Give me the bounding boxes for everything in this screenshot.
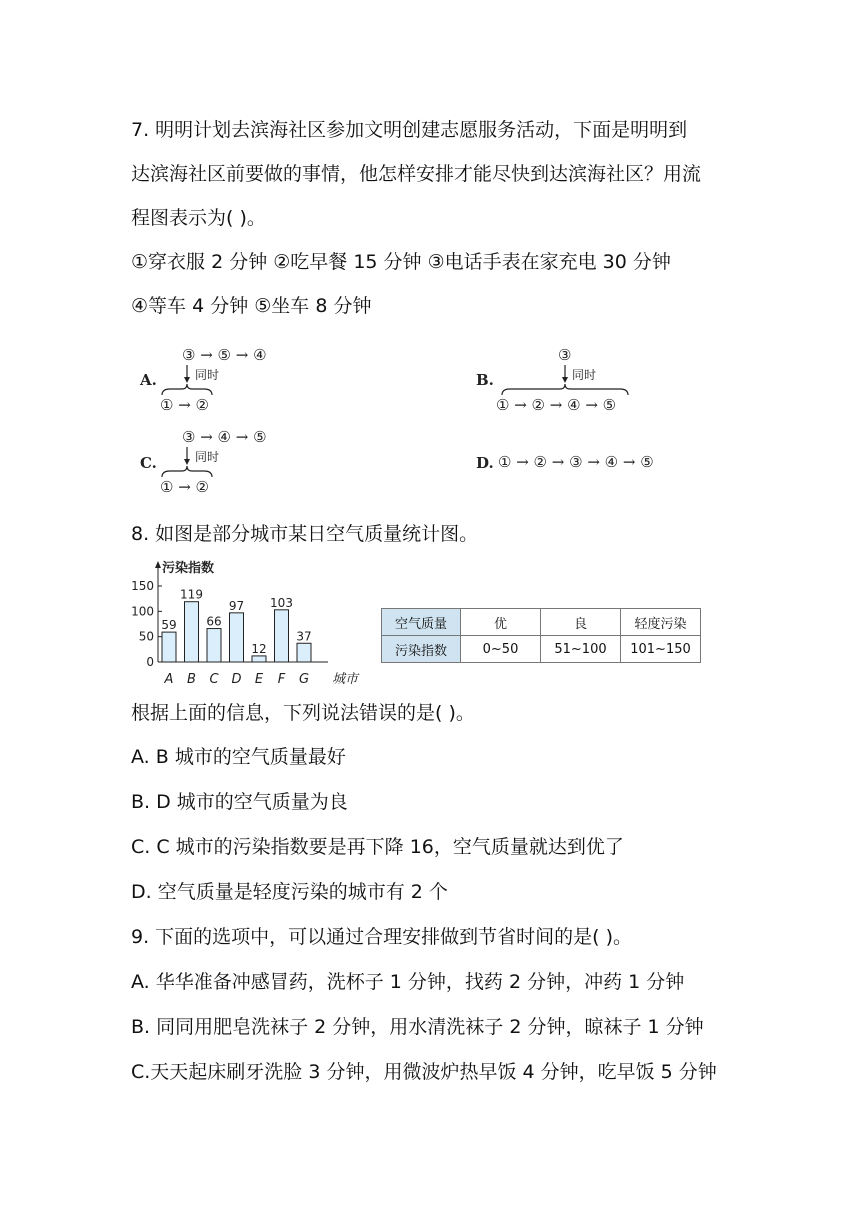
- y-tick-label: 150: [131, 579, 154, 593]
- data-label: 103: [270, 595, 293, 610]
- q7-tasks-line-1: ①穿衣服 2 分钟 ②吃早餐 15 分钟 ③电话手表在家充电 30 分钟: [131, 251, 671, 273]
- table-row: [382, 636, 701, 663]
- q7-option-d-sequence: ① → ② → ③ → ④ → ⑤: [498, 453, 654, 471]
- q7-text-line-3: 程图表示为( )。: [131, 207, 266, 229]
- table-cell: 良: [541, 609, 621, 636]
- table-cell: 101~150: [621, 636, 701, 663]
- data-label: 119: [180, 587, 203, 602]
- x-tick-label: B: [187, 672, 196, 687]
- q7-option-b-bottom: ① → ② → ④ → ⑤: [496, 396, 617, 414]
- x-tick-label: C: [209, 672, 219, 687]
- q8-option-b: B. D 城市的空气质量为良: [131, 791, 348, 813]
- bar: [275, 610, 289, 662]
- q7-option-c-bottom: ① → ②: [160, 478, 209, 496]
- y-tick-label: 100: [131, 604, 154, 619]
- q7-option-a-bottom: ① → ②: [160, 396, 209, 414]
- q7-option-b-note: 同时: [572, 368, 597, 382]
- y-tick-label: 0: [146, 655, 154, 669]
- q8-question: 根据上面的信息，下列说法错误的是( )。: [131, 702, 475, 724]
- data-label: 37: [296, 629, 312, 644]
- bar: [230, 613, 244, 662]
- x-tick-label: E: [254, 672, 264, 687]
- q7-option-a-top: ③ → ⑤ → ④: [182, 346, 267, 364]
- q8-option-a: A. B 城市的空气质量最好: [131, 746, 346, 768]
- q7-option-a-note: 同时: [195, 368, 220, 382]
- bar: [252, 656, 266, 662]
- bar: [207, 629, 221, 662]
- q9-option-a: A. 华华准备冲感冒药，洗杯子 1 分钟，找药 2 分钟，冲药 1 分钟: [131, 971, 685, 993]
- q7-option-b-label: B.: [476, 371, 494, 389]
- q8-option-c: C. C 城市的污染指数要是再下降 16，空气质量就达到优了: [131, 836, 624, 858]
- x-tick-label: A: [164, 672, 174, 687]
- table-cell: 优: [461, 609, 541, 636]
- air-quality-table: [381, 608, 701, 663]
- q7-text-line-2: 达滨海社区前要做的事情，他怎样安排才能尽快到达滨海社区？用流: [131, 163, 702, 185]
- data-label: 97: [228, 598, 245, 613]
- bar: [162, 632, 176, 662]
- q7-option-d-label: D.: [476, 454, 494, 472]
- table-cell: 污染指数: [382, 636, 461, 663]
- data-label: 66: [206, 614, 222, 629]
- table-cell: 0~50: [461, 636, 541, 663]
- bar: [297, 643, 311, 662]
- q7-option-c-top: ③ → ④ → ⑤: [182, 428, 267, 446]
- q7-tasks-line-2: ④等车 4 分钟 ⑤坐车 8 分钟: [131, 295, 372, 317]
- table-cell: 轻度污染: [621, 609, 701, 636]
- table-cell: 51~100: [541, 636, 621, 663]
- x-tick-label: F: [277, 672, 286, 687]
- table-row: [382, 609, 701, 636]
- y-axis-label: 污染指数: [162, 561, 215, 576]
- q7-option-c-label: C.: [140, 454, 157, 472]
- q9-option-c: C.天天起床刷牙洗脸 3 分钟，用微波炉热早饭 4 分钟，吃早饭 5 分钟: [131, 1061, 717, 1083]
- q9-text-line-1: 9. 下面的选项中，可以通过合理安排做到节省时间的是( )。: [131, 926, 633, 948]
- q8-text-line-1: 8. 如图是部分城市某日空气质量统计图。: [131, 523, 479, 545]
- y-tick-label: 50: [138, 629, 154, 644]
- q7-option-b-top: ③: [558, 346, 572, 364]
- bar: [185, 602, 199, 662]
- q7-text-line-1: 7. 明明计划去滨海社区参加文明创建志愿服务活动，下面是明明到: [131, 119, 688, 141]
- table-cell: 空气质量: [382, 609, 461, 636]
- q7-option-b-connector: [492, 364, 642, 398]
- q9-option-b: B. 同同用肥皂洗袜子 2 分钟，用水清洗袜子 2 分钟，晾袜子 1 分钟: [131, 1016, 704, 1038]
- q8-option-d: D. 空气质量是轻度污染的城市有 2 个: [131, 881, 448, 903]
- y-axis-arrow: [155, 561, 161, 568]
- pollution-bar-chart: [126, 556, 366, 690]
- data-label: 59: [161, 618, 177, 633]
- x-axis-label: 城市: [332, 672, 359, 687]
- data-label: 12: [251, 641, 267, 656]
- q7-option-a-label: A.: [140, 371, 157, 389]
- x-tick-label: G: [298, 672, 310, 687]
- x-tick-label: D: [231, 672, 242, 687]
- q7-option-c-note: 同时: [195, 450, 220, 464]
